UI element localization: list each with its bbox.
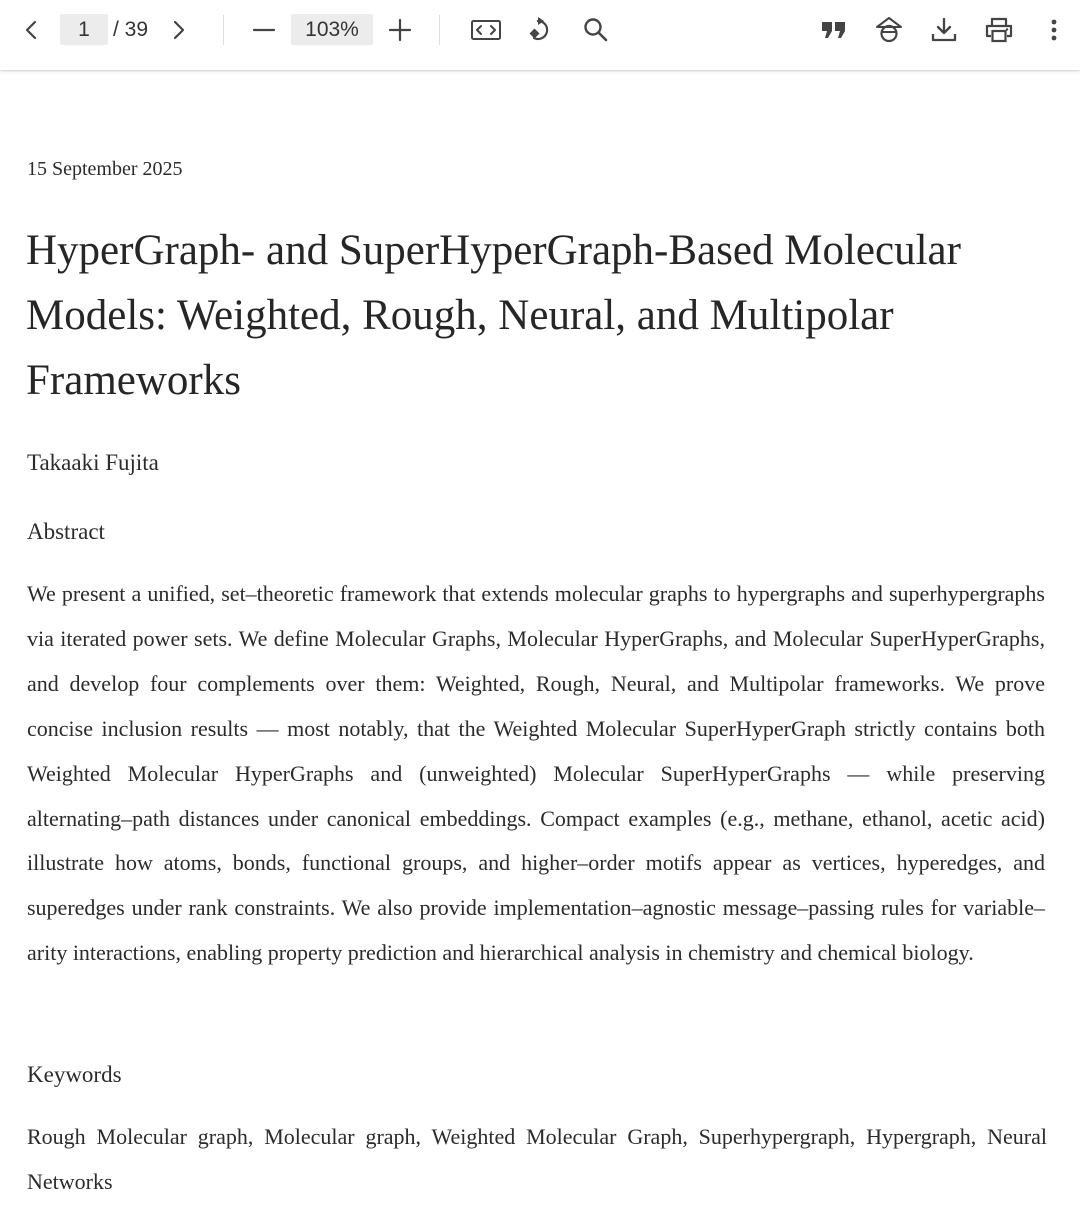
- scholar-button[interactable]: [869, 10, 909, 50]
- cite-button[interactable]: [814, 10, 854, 50]
- chevron-left-icon: [21, 19, 43, 41]
- zoom-out-icon: [252, 18, 276, 42]
- rotate-icon: [527, 16, 555, 44]
- toolbar-divider: [223, 15, 224, 45]
- author-name: Takaaki Fujita: [27, 450, 159, 475]
- page-number-input[interactable]: 1: [60, 14, 108, 45]
- paper-title: HyperGraph- and SuperHyperGraph-Based Molecular Models: Weighted, Rough, Neural, and Multipolar Frameworks: [26, 227, 961, 404]
- fit-page-icon: [470, 18, 502, 42]
- download-icon: [931, 17, 957, 43]
- abstract-text: We present a unified, set–theoretic framework that extends molecular graphs to hypergraphs and superhypergraphs via iterated power sets. We define Molecular Graphs, Molecular HyperGraphs, and Molecular SuperHyperGraphs, and develop four complements over them: Weighted, Rough, Neural, and Multipolar frameworks. We prove concise inclusion results — most notably, that the Weighted Molecular SuperHyperGraph strictly contains both Weighted Molecular HyperGraphs and (unweighted) Molecular SuperHyperGraphs — while preserving alternating–path distances under canonical embeddings. Compact examples (e.g., methane, ethanol, acetic acid) illustrate how atoms, bonds, functional groups, and higher–order motifs appear as vertices, hyperedges, and superedges under rank constraints. We also provide implementation–agnostic message–passing rules for variable–arity interactions, enabling property prediction and hierarchical analysis in chemistry and chemical biology.: [27, 581, 1045, 966]
- download-button[interactable]: [924, 10, 964, 50]
- keywords-text: Rough Molecular graph, Molecular graph, Weighted Molecular Graph, Superhypergraph, Hypergraph, Neural Networks: [27, 1124, 1047, 1194]
- search-button[interactable]: [576, 10, 616, 50]
- print-icon: [985, 17, 1013, 43]
- abstract-heading: Abstract: [27, 519, 105, 544]
- toolbar-divider: [439, 15, 440, 45]
- quote-icon: [821, 19, 847, 41]
- previous-page-button[interactable]: [12, 10, 52, 50]
- zoom-in-button[interactable]: [380, 10, 420, 50]
- page-total-label: / 39: [113, 17, 149, 41]
- more-options-button[interactable]: [1034, 10, 1074, 50]
- next-page-button[interactable]: [158, 10, 198, 50]
- fit-page-button[interactable]: [466, 10, 506, 50]
- rotate-button[interactable]: [521, 10, 561, 50]
- zoom-level-input[interactable]: 103%: [291, 14, 373, 45]
- zoom-in-icon: [388, 18, 412, 42]
- keywords-heading: Keywords: [27, 1062, 122, 1087]
- pdf-toolbar: [0, 0, 1080, 70]
- chevron-right-icon: [167, 19, 189, 41]
- more-vert-icon: [1050, 18, 1058, 42]
- zoom-out-button[interactable]: [244, 10, 284, 50]
- pdf-page: [0, 70, 1080, 1227]
- print-button[interactable]: [979, 10, 1019, 50]
- search-icon: [583, 17, 609, 43]
- scholar-icon: [875, 16, 903, 44]
- publication-date: 15 September 2025: [27, 158, 183, 180]
